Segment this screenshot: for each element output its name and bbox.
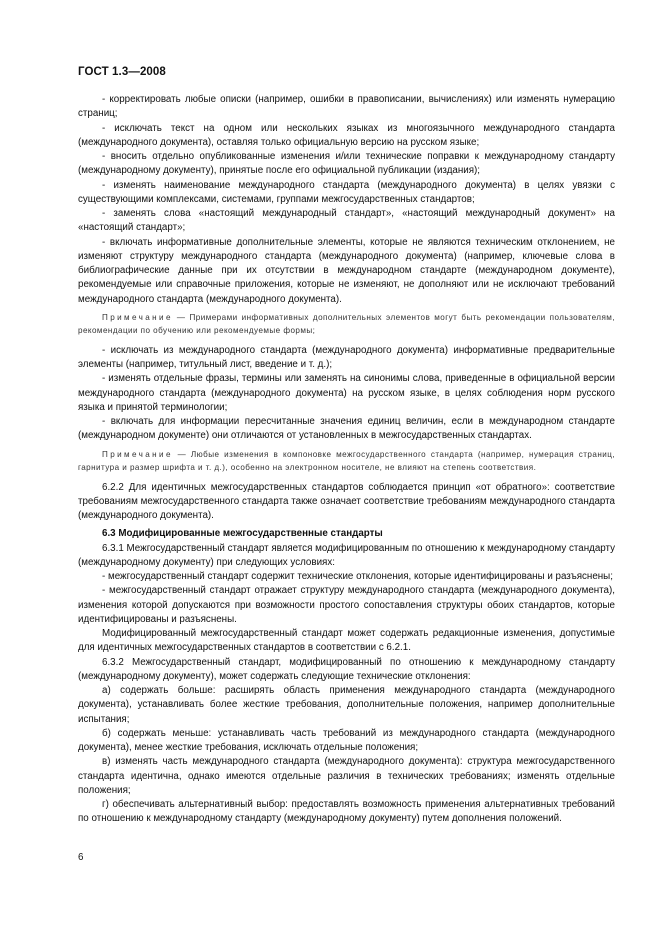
list-item: в) изменять часть международного стандарта (международного документа): структура межгосударственного стандарта идентична, однако имеются отдельные различия в технических требованиях; изменять отдельные положения; xyxy=(78,756,615,796)
list-item: - межгосударственный стандарт отражает структуру международного стандарта (международного документа), изменения которой допускаются при возможности простого сопоставления структуры обоих стандартов, которые идентифицированы и разъяснены. xyxy=(78,585,615,625)
paragraph-modified: Модифицированный межгосударственный стандарт может содержать редакционные изменения, допустимые для идентичных межгосударственных стандартов в соответствии с 6.2.1. xyxy=(78,628,615,654)
note-block xyxy=(78,311,615,337)
list-item: - заменять слова «настоящий международный стандарт», «настоящий международный документ» на «настоящий стандарт»; xyxy=(78,208,615,234)
note-label: Примечание xyxy=(102,312,173,322)
page-content xyxy=(78,93,615,827)
section-heading-6-3: 6.3 Модифицированные межгосударственные стандарты xyxy=(102,528,383,540)
list-item: - изменять наименование международного стандарта (международного документа) в целях увязки с существующими комплексами, системами, группами межгосударственных стандартов; xyxy=(78,179,615,205)
list-item: - вносить отдельно опубликованные изменения и/или технические поправки к международному стандарту (международному документу), принятые после его официальной публикации (издания); xyxy=(78,151,615,177)
page-number: 6 xyxy=(78,852,84,863)
list-item: - исключать из международного стандарта (международного документа) информативные предварительные элементы (например, титульный лист, введение и т. д.); xyxy=(78,344,615,370)
note-text: — Любые изменения в компоновке межгосударственного стандарта (например, нумерация страниц, гарнитура и размер шрифта и т. д.), особенно на электронном носителе, не влияют на степень соответствия. xyxy=(78,449,615,472)
paragraph-6-3-1: 6.3.1 Межгосударственный стандарт является модифицированным по отношению к международному стандарту (международному документу) при следующих условиях: xyxy=(78,542,615,568)
page-header-title: ГОСТ 1.3—2008 xyxy=(78,66,166,78)
list-item: г) обеспечивать альтернативный выбор: предоставлять возможность применения альтернативных требований по отношению к международному стандарту (международному документу) путем дополнения положений. xyxy=(78,799,615,825)
list-item: а) содержать больше: расширять область применения международного стандарта (международного документа), устанавливать более жесткие требования, дополнительные положения, например дополнительные испытания; xyxy=(78,685,615,725)
list-item: - изменять отдельные фразы, термины или заменять на синонимы слова, приведенные в официальной версии международного стандарта (международного документа) на русском языке, в целях соблюдения норм русского языка и принятой терминологии; xyxy=(78,373,615,413)
list-item: - корректировать любые описки (например, ошибки в правописании, вычислениях) или изменять нумерацию страниц; xyxy=(78,94,615,120)
list-item: - включать информативные дополнительные элементы, которые не являются техническим отклонением, не изменяют структуру международного стандарта (международного документа) (например, ключевые слова в библиографические данные при их отсутствии в международном стандарте (международном документе), рекомендуемые или справочные приложения, которые не изменяют, не дополняют или не исключают требований международного стандарта (международного документа). xyxy=(78,236,615,305)
list-item: - межгосударственный стандарт содержит технические отклонения, которые идентифицированы и разъяснены; xyxy=(102,571,613,582)
note-block xyxy=(78,448,615,474)
list-item: - исключать текст на одном или нескольких языках из многоязычного международного стандарта (международного документа), оставляя только официальную версию на русском языке; xyxy=(78,122,615,148)
note-text: — Примерами информативных дополнительных элементов могут быть рекомендации пользователям, рекомендации по обучению или рекомендуемые формы; xyxy=(78,312,615,335)
list-item: б) содержать меньше: устанавливать часть требований из международного стандарта (международного документа), менее жесткие требования, исключать отдельные положения; xyxy=(78,727,615,753)
paragraph-6-2-2: 6.2.2 Для идентичных межгосударственных стандартов соблюдается принцип «от обратного»: соответствие требованиям межгосударственного стандарта также означает соответствие требованиям международного стандарта (международного документа). xyxy=(78,481,615,521)
note-label: Примечание xyxy=(102,449,173,459)
list-item: - включать для информации пересчитанные значения единиц величин, если в международном стандарте (международном документе) они отличаются от установленных в межгосударственных стандартах. xyxy=(78,416,615,442)
paragraph-6-3-2: 6.3.2 Межгосударственный стандарт, модифицированный по отношению к международному стандарту (международному документу), может содержать следующие технические отклонения: xyxy=(78,656,615,682)
